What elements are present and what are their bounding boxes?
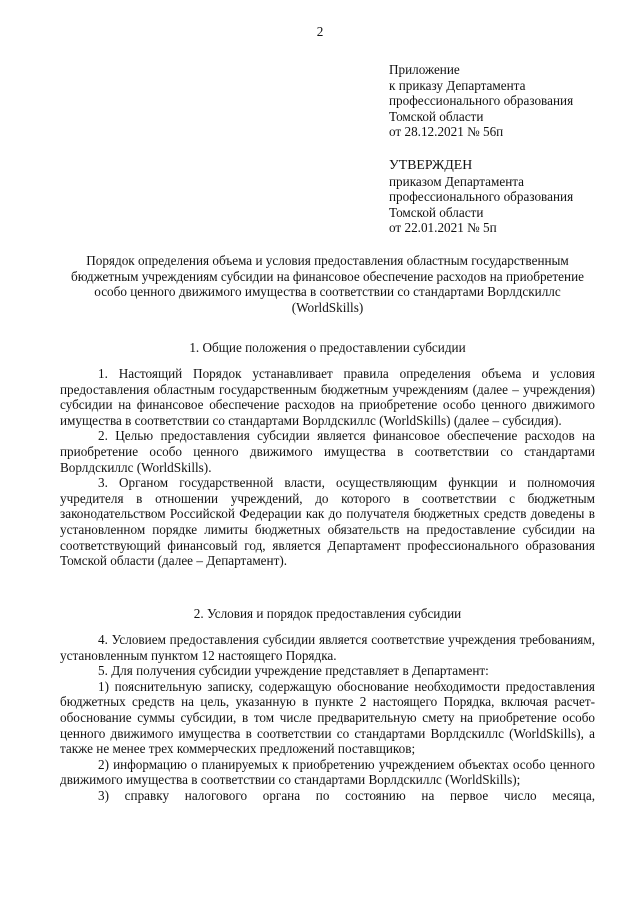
section-1-title: 1. Общие положения о предоставлении субсидии bbox=[189, 340, 466, 355]
approval-line: Томской области bbox=[389, 204, 484, 220]
approval-line: профессионального образования bbox=[389, 189, 574, 205]
paragraph: 5. Для получения субсидии учреждение представляет в Департамент: bbox=[98, 663, 489, 679]
approval-line: приказом Департамента bbox=[389, 173, 525, 189]
section-2-body bbox=[60, 632, 595, 804]
paragraph: 1) пояснительную записку, содержащую обоснование необходимости предоставления бюджетных средств на цель, указанную в пункте 2 настоящего Порядка, включая расчет-обоснование суммы субсидии, в том числе предварительную смету на приобретение особо ценного движимого имущества в соответствии со стандартами Ворлдскиллс (WorldSkills), а также не менее трех коммерческих предложений поставщиков; bbox=[60, 678, 595, 757]
paragraph: 2) информацию о планируемых к приобретению учреждением объектах особо ценного движимого имущества в соответствии со стандартами Ворлдскиллс (WorldSkills); bbox=[60, 756, 595, 788]
approval-stamp bbox=[389, 157, 619, 236]
paragraph: 2. Целью предоставления субсидии является финансовое обеспечение расходов на приобретение особо ценного движимого имущества в соответствии со стандартами Ворлдскиллс (WorldSkills). bbox=[60, 428, 595, 475]
approval-line: от 22.01.2021 № 5п bbox=[389, 220, 497, 236]
paragraph: 3. Органом государственной власти, осуществляющим функции и полномочия учредителя в отношении учреждений, до которого в соответствии с бюджетным законодательством Российской Федерации как до получателя бюджетных средств доведены в установленном порядке лимиты бюджетных обязательств на предоставление субсидии на соответствующий финансовый год, является Департамент профессионального образования Томской области (далее – Департамент). bbox=[60, 475, 595, 569]
appendix-line: к приказу Департамента bbox=[389, 77, 526, 93]
appendix-line: профессионального образования bbox=[389, 93, 574, 109]
appendix-line: от 28.12.2021 № 56п bbox=[389, 124, 504, 140]
section-2-title: 2. Условия и порядок предоставления субсидии bbox=[193, 606, 462, 621]
paragraph: 1. Настоящий Порядок устанавливает правила определения объема и условия предоставления областным государственным бюджетным учреждениям (далее – учреждения) субсидии на финансовое обеспечение расходов на приобретение особо ценного движимого имущества в соответствии со стандартами Ворлдскиллс (WorldSkills) (далее – субсидия). bbox=[60, 366, 595, 428]
document-title: Порядок определения объема и условия предоставления областным государственным бюджетным учреждениям субсидии на финансовое обеспечение расходов на приобретение особо ценного движимого имущества в соответствии со стандартами Ворлдскиллс (WorldSkills) bbox=[71, 253, 584, 315]
section-1-body bbox=[60, 366, 595, 569]
paragraph: 4. Условием предоставления субсидии является соответствие учреждения требованиям, установленным пунктом 12 настоящего Порядка. bbox=[60, 632, 595, 663]
page-number: 2 bbox=[316, 24, 324, 39]
appendix-line: Приложение bbox=[389, 62, 460, 77]
paragraph: 3) справку налогового органа по состоянию на первое число месяца, bbox=[98, 787, 595, 803]
approval-heading: УТВЕРЖДЕН bbox=[389, 157, 473, 172]
appendix-stamp bbox=[389, 62, 619, 140]
appendix-line: Томской области bbox=[389, 108, 484, 124]
